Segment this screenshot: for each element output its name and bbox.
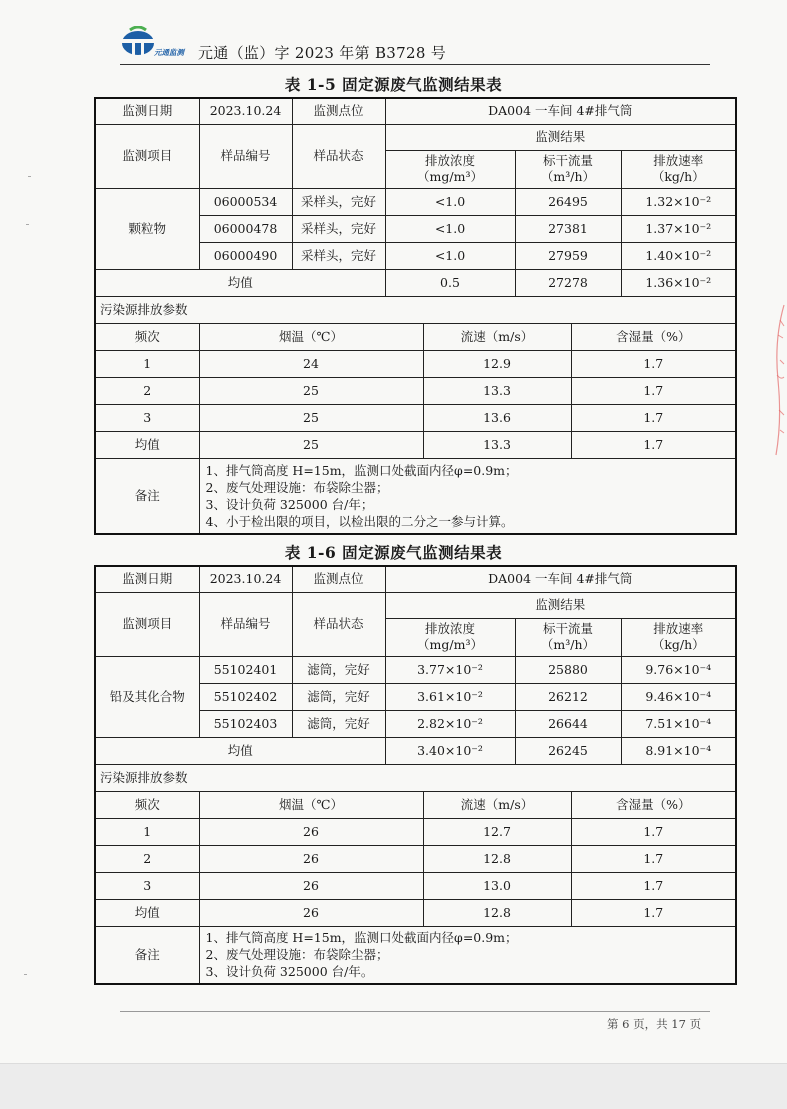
point-label: 监测点位 xyxy=(292,98,385,124)
param-temp: 25 xyxy=(199,431,423,458)
scan-speck xyxy=(28,176,31,177)
sample-no: 06000490 xyxy=(199,242,292,269)
date-label: 监测日期 xyxy=(95,566,199,592)
sample-no-label: 样品编号 xyxy=(199,124,292,188)
param-temp: 26 xyxy=(199,872,423,899)
param-freq: 1 xyxy=(95,818,199,845)
param-speed: 13.6 xyxy=(423,404,571,431)
col-concentration: 排放浓度 （mg/m³） xyxy=(385,150,515,188)
param-freq: 2 xyxy=(95,845,199,872)
param-moisture: 1.7 xyxy=(571,818,736,845)
avg-label: 均值 xyxy=(95,269,385,296)
remark-label: 备注 xyxy=(95,926,199,984)
param-speed: 13.3 xyxy=(423,431,571,458)
page-number: 第 6 页，共 17 页 xyxy=(607,1017,702,1031)
sample-state: 滤筒，完好 xyxy=(292,656,385,683)
flow: 26495 xyxy=(515,188,621,215)
param-freq: 均值 xyxy=(95,431,199,458)
param-speed: 13.0 xyxy=(423,872,571,899)
rate: 9.76×10⁻⁴ xyxy=(621,656,736,683)
param-moisture-header: 含湿量（%） xyxy=(571,323,736,350)
param-temp-header: 烟温（℃） xyxy=(199,323,423,350)
avg-flow: 27278 xyxy=(515,269,621,296)
param-speed: 12.7 xyxy=(423,818,571,845)
header-divider xyxy=(120,64,710,65)
col-flow: 标干流量 （m³/h） xyxy=(515,618,621,656)
concentration: <1.0 xyxy=(385,188,515,215)
company-logo xyxy=(120,26,200,62)
sample-no: 55102403 xyxy=(199,710,292,737)
result-table xyxy=(94,565,737,985)
sample-no: 55102402 xyxy=(199,683,292,710)
result-label: 监测结果 xyxy=(385,592,736,618)
concentration: 3.77×10⁻² xyxy=(385,656,515,683)
report-number: 元通（监）字 2023 年第 B3728 号 xyxy=(198,44,447,62)
rate: 1.40×10⁻² xyxy=(621,242,736,269)
param-speed: 12.8 xyxy=(423,899,571,926)
item-label: 监测项目 xyxy=(95,124,199,188)
param-moisture: 1.7 xyxy=(571,404,736,431)
rate: 1.32×10⁻² xyxy=(621,188,736,215)
param-moisture: 1.7 xyxy=(571,377,736,404)
avg-rate: 8.91×10⁻⁴ xyxy=(621,737,736,764)
flow: 26212 xyxy=(515,683,621,710)
param-moisture: 1.7 xyxy=(571,899,736,926)
param-temp: 26 xyxy=(199,899,423,926)
point-value: DA004 一车间 4#排气筒 xyxy=(385,566,736,592)
param-moisture-header: 含湿量（%） xyxy=(571,791,736,818)
rate: 1.37×10⁻² xyxy=(621,215,736,242)
param-section-label: 污染源排放参数 xyxy=(95,764,736,791)
sample-no: 06000534 xyxy=(199,188,292,215)
avg-rate: 1.36×10⁻² xyxy=(621,269,736,296)
col-rate: 排放速率 （kg/h） xyxy=(621,618,736,656)
result-label: 监测结果 xyxy=(385,124,736,150)
flow: 27381 xyxy=(515,215,621,242)
concentration: 2.82×10⁻² xyxy=(385,710,515,737)
sample-state-label: 样品状态 xyxy=(292,124,385,188)
param-temp: 25 xyxy=(199,377,423,404)
remark-text: 1、排气筒高度 H=15m，监测口处截面内径φ=0.9m； 2、废气处理设施：布袋除尘器； 3、设计负荷 325000 台/年。 xyxy=(199,926,736,984)
param-speed: 13.3 xyxy=(423,377,571,404)
col-flow: 标干流量 （m³/h） xyxy=(515,150,621,188)
table-title: 表 1-5 固定源废气监测结果表 xyxy=(284,75,503,94)
sample-no: 06000478 xyxy=(199,215,292,242)
point-value: DA004 一车间 4#排气筒 xyxy=(385,98,736,124)
sample-state: 采样头，完好 xyxy=(292,188,385,215)
param-speed: 12.8 xyxy=(423,845,571,872)
scan-speck xyxy=(26,224,29,225)
date-value: 2023.10.24 xyxy=(199,566,292,592)
avg-concentration: 3.40×10⁻² xyxy=(385,737,515,764)
param-moisture: 1.7 xyxy=(571,872,736,899)
result-table xyxy=(94,97,737,535)
avg-concentration: 0.5 xyxy=(385,269,515,296)
param-temp-header: 烟温（℃） xyxy=(199,791,423,818)
param-temp: 26 xyxy=(199,845,423,872)
param-temp: 26 xyxy=(199,818,423,845)
flow: 25880 xyxy=(515,656,621,683)
param-speed-header: 流速（m/s） xyxy=(423,323,571,350)
flow: 26644 xyxy=(515,710,621,737)
sample-no-label: 样品编号 xyxy=(199,592,292,656)
param-freq-header: 频次 xyxy=(95,791,199,818)
sample-state: 滤筒，完好 xyxy=(292,683,385,710)
param-moisture: 1.7 xyxy=(571,350,736,377)
sample-state: 滤筒，完好 xyxy=(292,710,385,737)
param-freq: 3 xyxy=(95,404,199,431)
param-moisture: 1.7 xyxy=(571,431,736,458)
avg-flow: 26245 xyxy=(515,737,621,764)
param-freq: 1 xyxy=(95,350,199,377)
concentration: <1.0 xyxy=(385,215,515,242)
point-label: 监测点位 xyxy=(292,566,385,592)
param-freq: 均值 xyxy=(95,899,199,926)
report-header xyxy=(120,28,710,66)
remark-text: 1、排气筒高度 H=15m，监测口处截面内径φ=0.9m； 2、废气处理设施：布袋除尘器； 3、设计负荷 325000 台/年； 4、小于检出限的项目，以检出限的二分之一参与计算。 xyxy=(199,458,736,534)
item-name: 铅及其化合物 xyxy=(95,656,199,737)
table-title: 表 1-6 固定源废气监测结果表 xyxy=(284,543,503,562)
concentration: <1.0 xyxy=(385,242,515,269)
item-label: 监测项目 xyxy=(95,592,199,656)
col-rate: 排放速率 （kg/h） xyxy=(621,150,736,188)
logo-text: 元通监测 xyxy=(154,48,184,57)
param-freq: 2 xyxy=(95,377,199,404)
sample-state: 采样头，完好 xyxy=(292,242,385,269)
sample-state: 采样头，完好 xyxy=(292,215,385,242)
param-temp: 24 xyxy=(199,350,423,377)
param-freq: 3 xyxy=(95,872,199,899)
scan-speck xyxy=(24,974,27,975)
seal-stamp-fragment xyxy=(768,300,787,460)
rate: 9.46×10⁻⁴ xyxy=(621,683,736,710)
sample-state-label: 样品状态 xyxy=(292,592,385,656)
param-freq-header: 频次 xyxy=(95,323,199,350)
param-temp: 25 xyxy=(199,404,423,431)
rate: 7.51×10⁻⁴ xyxy=(621,710,736,737)
param-speed-header: 流速（m/s） xyxy=(423,791,571,818)
remark-label: 备注 xyxy=(95,458,199,534)
concentration: 3.61×10⁻² xyxy=(385,683,515,710)
col-concentration: 排放浓度 （mg/m³） xyxy=(385,618,515,656)
param-section-label: 污染源排放参数 xyxy=(95,296,736,323)
item-name: 颗粒物 xyxy=(95,188,199,269)
sample-no: 55102401 xyxy=(199,656,292,683)
flow: 27959 xyxy=(515,242,621,269)
date-value: 2023.10.24 xyxy=(199,98,292,124)
avg-label: 均值 xyxy=(95,737,385,764)
date-label: 监测日期 xyxy=(95,98,199,124)
viewer-bottom-bar xyxy=(0,1063,787,1109)
param-moisture: 1.7 xyxy=(571,845,736,872)
param-speed: 12.9 xyxy=(423,350,571,377)
footer-divider xyxy=(120,1011,710,1012)
